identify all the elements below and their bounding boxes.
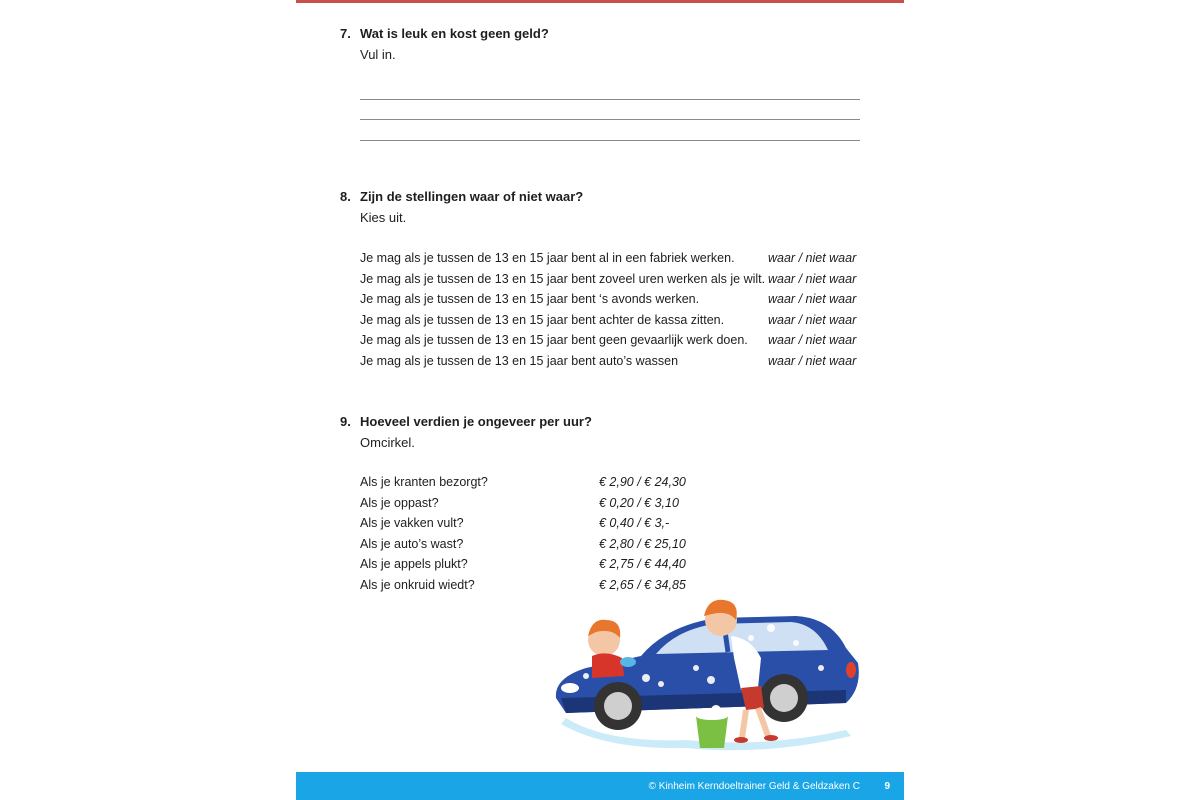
question-8-header <box>340 188 860 206</box>
true-false-choice[interactable]: waar / niet waar <box>768 312 857 327</box>
question-9-number: 9. <box>340 414 351 429</box>
question-9-wages <box>360 472 860 595</box>
job-question: Als je appels plukt? <box>360 557 468 571</box>
statement-row <box>360 330 860 351</box>
question-7-header <box>340 25 860 43</box>
footer-copyright: © Kinheim Kerndoeltrainer Geld & Geldzaken C <box>648 781 860 792</box>
question-8-title: Zijn de stellingen waar of niet waar? <box>360 189 584 204</box>
statement-row <box>360 310 860 331</box>
question-7-number: 7. <box>340 26 351 41</box>
wage-choice[interactable]: € 0,20 / € 3,10 <box>599 495 679 510</box>
question-8-statements <box>360 248 860 371</box>
job-question: Als je auto’s wast? <box>360 536 464 551</box>
wage-row <box>360 493 860 514</box>
wage-choice[interactable]: € 2,65 / € 34,85 <box>599 577 686 592</box>
answer-line-1[interactable] <box>360 99 860 100</box>
wage-choice[interactable]: € 2,80 / € 25,10 <box>599 536 686 551</box>
statement-text: Je mag als je tussen de 13 en 15 jaar bent al in een fabriek werken. <box>360 251 735 265</box>
worksheet-page <box>296 0 904 800</box>
wage-row <box>360 554 860 575</box>
true-false-choice[interactable]: waar / niet waar <box>768 292 857 306</box>
wage-choice[interactable]: € 0,40 / € 3,- <box>599 516 670 530</box>
question-9 <box>340 413 860 452</box>
job-question: Als je kranten bezorgt? <box>360 475 488 489</box>
true-false-choice[interactable]: waar / niet waar <box>768 353 857 368</box>
page-number: 9 <box>884 781 890 792</box>
answer-line-2[interactable] <box>360 119 860 120</box>
footer-bar <box>296 772 904 800</box>
wage-choice[interactable]: € 2,90 / € 24,30 <box>599 475 686 489</box>
question-8-number: 8. <box>340 189 351 204</box>
job-question: Als je vakken vult? <box>360 516 464 530</box>
question-9-instruction: Omcirkel. <box>360 435 415 450</box>
question-7 <box>340 25 860 64</box>
statement-text: Je mag als je tussen de 13 en 15 jaar bent zoveel uren werken als je wilt. <box>360 271 766 286</box>
true-false-choice[interactable]: waar / niet waar <box>768 271 857 286</box>
question-8-instruction: Kies uit. <box>360 210 407 225</box>
job-question: Als je oppast? <box>360 495 439 510</box>
car-wash-illustration <box>546 598 866 758</box>
statement-text: Je mag als je tussen de 13 en 15 jaar bent auto’s wassen <box>360 353 679 368</box>
true-false-choice[interactable]: waar / niet waar <box>768 251 857 265</box>
wage-row <box>360 513 860 534</box>
question-9-title: Hoeveel verdien je ongeveer per uur? <box>360 414 592 429</box>
question-7-instruction: Vul in. <box>360 47 396 62</box>
wage-row <box>360 472 860 493</box>
question-7-title: Wat is leuk en kost geen geld? <box>360 26 549 41</box>
question-9-header <box>340 413 860 431</box>
top-rule <box>296 0 904 3</box>
statement-row <box>360 289 860 310</box>
answer-line-3[interactable] <box>360 140 860 141</box>
statement-row <box>360 269 860 290</box>
statement-text: Je mag als je tussen de 13 en 15 jaar bent geen gevaarlijk werk doen. <box>360 333 748 347</box>
job-question: Als je onkruid wiedt? <box>360 577 475 592</box>
statement-row <box>360 351 860 372</box>
true-false-choice[interactable]: waar / niet waar <box>768 333 857 347</box>
wage-choice[interactable]: € 2,75 / € 44,40 <box>599 557 686 571</box>
wage-row <box>360 575 860 596</box>
question-8 <box>340 188 860 227</box>
statement-row <box>360 248 860 269</box>
statement-text: Je mag als je tussen de 13 en 15 jaar bent ‘s avonds werken. <box>360 292 700 306</box>
wage-row <box>360 534 860 555</box>
statement-text: Je mag als je tussen de 13 en 15 jaar bent achter de kassa zitten. <box>360 312 725 327</box>
